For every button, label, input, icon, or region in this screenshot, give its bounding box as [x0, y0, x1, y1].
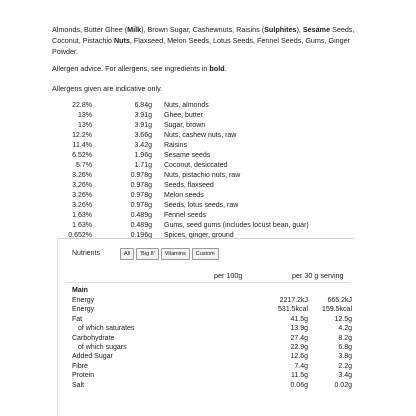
composition-percent: 1.63% — [72, 212, 92, 219]
composition-percent: 1.63% — [72, 222, 92, 229]
nutrient-value-per-100g: 27.4g — [290, 334, 308, 342]
composition-percent: 22.8% — [72, 102, 92, 109]
nutrient-name: of which saturates — [78, 325, 135, 333]
composition-row — [52, 182, 372, 192]
nutrient-value-per-100g: 13.9g — [290, 325, 308, 333]
composition-mass: 0.978g — [130, 182, 152, 189]
composition-name: Nuts, cashew nuts, raw — [164, 132, 237, 139]
composition-mass: 0.978g — [130, 192, 152, 199]
allergen-highlight: Sulphites — [264, 25, 297, 34]
composition-percent: 3.26% — [72, 172, 92, 179]
composition-percent: 13% — [77, 122, 92, 129]
ingredient-text: ), Brown Sugar, Cashewnuts, Raisins ( — [141, 25, 265, 34]
composition-percent: 5.7% — [76, 162, 92, 169]
composition-row — [52, 212, 372, 222]
composition-row — [52, 232, 372, 242]
composition-name: Melon seeds — [164, 192, 204, 199]
composition-row — [52, 132, 372, 142]
composition-row — [52, 172, 372, 182]
composition-percent: 11.4% — [72, 142, 92, 149]
nutrient-row — [72, 316, 352, 325]
tab-big-8[interactable]: 'Big 8' — [136, 248, 159, 260]
allergen-advice-prefix: Allergen advice. For allergens, see ingredients in — [52, 64, 210, 73]
composition-row — [52, 122, 372, 132]
allergen-advice — [52, 64, 227, 73]
composition-row — [52, 112, 372, 122]
nutrient-value-per-100g: 12.6g — [290, 353, 308, 361]
composition-row — [52, 102, 372, 112]
composition-name: Nuts, pistachio nuts, raw — [164, 172, 241, 179]
ingredient-text: Seeds, Coconut, Pistachio — [52, 25, 355, 45]
nutrient-value-per-100g: 11.5g — [291, 372, 308, 380]
composition-row — [52, 222, 372, 232]
composition-percent: 0.652% — [68, 232, 92, 239]
composition-row — [52, 152, 372, 162]
composition-name: Gums, seed gums (includes locust bean, guar) — [164, 222, 309, 229]
tab-custom[interactable]: Custom — [192, 248, 219, 260]
allergen-highlight: Sesame — [302, 25, 331, 34]
nutrient-value-per-100g: 531.5kcal — [278, 306, 308, 314]
panel-left-border — [57, 238, 58, 416]
nutrient-value-per-100g: 2217.2kJ — [279, 297, 308, 304]
ingredients-text — [52, 24, 372, 57]
composition-name: Seeds, flaxseed — [164, 182, 214, 189]
composition-table — [52, 102, 372, 242]
composition-mass: 1.71g — [134, 162, 152, 169]
composition-name: Raisins — [164, 142, 187, 149]
nutrient-value-per-serving: 2.2g — [338, 362, 352, 370]
nutrient-name: Energy — [72, 297, 95, 304]
composition-mass: 0.489g — [130, 222, 152, 229]
nutrient-name: Fat — [72, 315, 83, 323]
composition-percent: 3.26% — [72, 182, 92, 189]
composition-mass: 0.978g — [130, 172, 152, 179]
composition-mass: 0.489g — [130, 212, 152, 219]
nutrient-value-per-serving: 3.8g — [338, 353, 352, 361]
section-divider — [57, 238, 354, 239]
nutrients-label: Nutrients — [72, 250, 101, 257]
nutrient-row — [72, 306, 352, 315]
allergen-indicative-note: Allergens given are indicative only. — [52, 84, 163, 93]
nutrient-value-per-serving: 3.4g — [338, 372, 352, 380]
nutrient-filter-tabs — [120, 248, 219, 260]
allergen-highlight: Nuts — [113, 36, 130, 45]
nutrient-value-per-serving: 0.02g — [334, 381, 352, 389]
nutrient-row — [72, 297, 352, 306]
allergen-advice-bold: bold — [209, 64, 225, 73]
composition-percent: 13% — [77, 112, 92, 119]
nutrient-row — [72, 372, 352, 381]
nutrient-value-per-serving: 8.2g — [338, 334, 352, 342]
ingredient-text: Almonds, Butter Ghee ( — [52, 25, 128, 34]
header-separator — [66, 282, 350, 283]
nutrient-name: Fibre — [72, 362, 88, 370]
tab-all[interactable]: All — [120, 248, 134, 260]
nutrient-value-per-serving: 665.2kJ — [327, 297, 352, 304]
composition-mass: 3.42g — [134, 142, 152, 149]
composition-mass: 3.91g — [134, 122, 152, 129]
nutrient-value-per-100g: 41.5g — [290, 315, 308, 323]
allergen-highlight: Milk — [127, 25, 142, 34]
composition-row — [52, 142, 372, 152]
composition-name: Fennel seeds — [164, 212, 207, 219]
composition-mass: 0.978g — [130, 202, 152, 209]
nutrient-name: Energy — [72, 306, 95, 314]
composition-percent: 12.2% — [72, 132, 92, 139]
composition-row — [52, 192, 372, 202]
ingredient-text: , Flaxseed, Melon Seeds, Lotus Seeds, Fennel Seeds, Gums, Ginger Powder. — [52, 36, 351, 56]
column-header-per-100g: per 100g — [214, 271, 243, 280]
composition-name: Nuts, almonds — [164, 102, 209, 109]
composition-mass: 3.66g — [134, 132, 152, 139]
nutrient-row — [72, 353, 352, 362]
nutrient-name: of which sugars — [78, 343, 127, 351]
nutrient-value-per-100g: 7.4g — [294, 362, 308, 370]
composition-mass: 6.84g — [134, 102, 152, 109]
nutrient-row — [72, 344, 352, 353]
composition-name: Sugar, brown — [164, 122, 206, 129]
composition-name: Coconut, desiccated — [164, 162, 228, 169]
nutrient-row — [72, 335, 352, 344]
composition-name: Ghee, butter — [164, 112, 203, 119]
nutrient-name: Protein — [72, 372, 95, 380]
tab-vitamins[interactable]: Vitamins — [161, 248, 190, 260]
column-header-per-serving: per 30 g serving — [292, 271, 344, 280]
composition-mass: 3.91g — [134, 112, 152, 119]
nutrient-name: Salt — [72, 381, 85, 389]
nutrient-value-per-serving: 159.5kcal — [322, 306, 352, 314]
composition-mass: 1.96g — [134, 152, 152, 159]
nutrient-value-per-100g: 0.06g — [290, 381, 308, 389]
nutrient-row — [72, 363, 352, 372]
composition-row — [52, 162, 372, 172]
composition-mass: 0.196g — [130, 232, 152, 239]
nutrient-name: Added Sugar — [72, 353, 113, 361]
nutrient-value-per-serving: 6.8g — [338, 343, 352, 351]
composition-percent: 3.26% — [72, 192, 92, 199]
allergen-advice-suffix: . — [224, 64, 227, 73]
composition-name: Sesame seeds — [164, 152, 211, 159]
composition-name: Spices, ginger, ground — [164, 232, 234, 239]
section-main-label: Main — [72, 287, 88, 294]
nutrient-row — [72, 325, 352, 334]
nutrient-name: Carbohydrate — [72, 334, 115, 342]
ingredient-text: ), — [296, 25, 303, 34]
composition-percent: 3.26% — [72, 202, 92, 209]
composition-row — [52, 202, 372, 212]
nutrient-value-per-serving: 12.5g — [334, 315, 352, 323]
composition-percent: 6.52% — [72, 152, 92, 159]
nutrient-row — [72, 382, 352, 391]
nutrient-value-per-serving: 4.2g — [338, 325, 352, 333]
nutrient-value-per-100g: 22.9g — [290, 343, 308, 351]
nutrition-table — [72, 297, 352, 391]
composition-name: Seeds, lotus seeds, raw — [164, 202, 239, 209]
